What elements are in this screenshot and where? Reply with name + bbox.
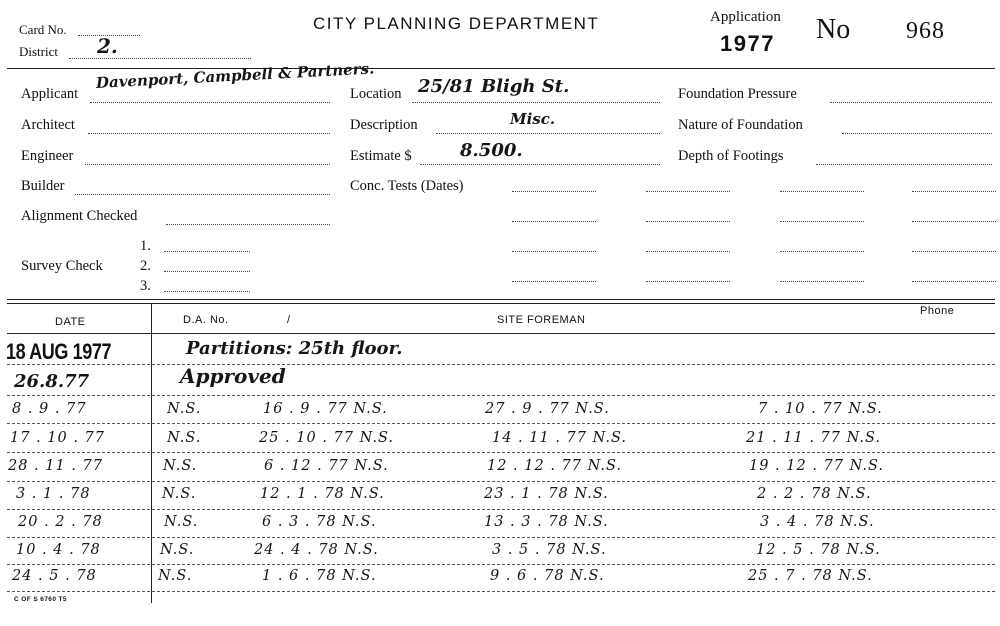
da-no-header: D.A. No. — [183, 314, 229, 326]
foundation-pressure-line — [830, 102, 992, 103]
depth-footings-line — [816, 164, 992, 165]
log-row-date: 26.8.77 — [14, 371, 90, 392]
conc-test-line — [780, 221, 864, 222]
number-symbol-text: No — [816, 14, 851, 45]
row-rule — [7, 564, 995, 565]
row-rule — [7, 452, 995, 453]
district-value: 2. — [97, 34, 118, 58]
row-rule — [7, 591, 995, 592]
log-row-entry: N.S. — [162, 486, 197, 502]
survey-number-3: 3. — [140, 278, 151, 294]
log-row-entry: N.S. — [163, 458, 198, 474]
header-divider — [7, 68, 995, 69]
log-row-date: 17 . 10 . 77 — [10, 430, 106, 446]
survey-line-1 — [164, 251, 250, 252]
log-top-rule — [7, 299, 995, 300]
depth-footings-label: Depth of Footings — [678, 148, 784, 164]
description-line — [436, 133, 660, 134]
survey-line-3 — [164, 291, 250, 292]
log-row-entry: Partitions: 25th floor. — [186, 338, 403, 359]
log-row-entry: 25 . 7 . 78 N.S. — [748, 568, 873, 584]
log-row-entry: 12 . 5 . 78 N.S. — [756, 542, 881, 558]
site-foreman-header: SITE FOREMAN — [497, 314, 586, 326]
log-row-entry: 6 . 3 . 78 N.S. — [262, 514, 377, 530]
estimate-value: 8.500. — [460, 140, 523, 161]
conc-test-line — [912, 251, 996, 252]
form-code: C OF S 6760 T5 — [14, 596, 67, 603]
conc-test-line — [512, 221, 596, 222]
log-row-entry: 3 . 4 . 78 N.S. — [760, 514, 875, 530]
nature-foundation-label: Nature of Foundation — [678, 117, 803, 133]
engineer-label: Engineer — [21, 148, 74, 164]
builder-label: Builder — [21, 178, 65, 194]
log-row-entry: 7 . 10 . 77 N.S. — [758, 401, 883, 417]
alignment-line — [166, 224, 330, 225]
district-line — [69, 58, 251, 59]
description-value: Misc. — [510, 110, 556, 128]
row-rule — [7, 395, 995, 396]
conc-test-line — [646, 281, 730, 282]
log-row-date: 28 . 11 . 77 — [8, 458, 104, 474]
conc-test-line — [512, 251, 596, 252]
location-value: 25/81 Bligh St. — [418, 76, 570, 97]
log-row-entry: 16 . 9 . 77 N.S. — [263, 401, 388, 417]
nature-foundation-line — [842, 133, 992, 134]
log-top-rule-2 — [7, 303, 995, 304]
estimate-label: Estimate $ — [350, 148, 412, 164]
conc-test-line — [646, 221, 730, 222]
log-row-entry: 9 . 6 . 78 N.S. — [490, 568, 605, 584]
log-row-date: 3 . 1 . 78 — [16, 486, 91, 502]
conc-test-line — [780, 281, 864, 282]
log-row-entry: 14 . 11 . 77 N.S. — [492, 430, 628, 446]
foundation-pressure-label: Foundation Pressure — [678, 86, 797, 102]
applicant-value: Davenport, Campbell & Partners. — [95, 59, 375, 92]
log-row-entry: 6 . 12 . 77 N.S. — [264, 458, 389, 474]
conc-tests-label: Conc. Tests (Dates) — [350, 178, 464, 194]
row-rule — [7, 537, 995, 538]
log-row-entry: 12 . 12 . 77 N.S. — [487, 458, 623, 474]
survey-label: Survey Check — [21, 258, 103, 274]
log-row-entry: N.S. — [158, 568, 193, 584]
log-row-entry: 2 . 2 . 78 N.S. — [757, 486, 872, 502]
survey-number-1: 1. — [140, 238, 151, 254]
log-row-date: 24 . 5 . 78 — [12, 568, 97, 584]
conc-test-line — [646, 251, 730, 252]
conc-test-line — [512, 281, 596, 282]
log-row-date: 8 . 9 . 77 — [12, 401, 87, 417]
engineer-line — [85, 164, 330, 165]
log-row-entry: 27 . 9 . 77 N.S. — [485, 401, 610, 417]
description-label: Description — [350, 117, 418, 133]
log-row-entry: N.S. — [167, 430, 202, 446]
log-row-date: 20 . 2 . 78 — [18, 514, 103, 530]
location-line — [412, 102, 660, 103]
log-row-date-stamp: 18 AUG 1977 — [6, 339, 112, 364]
row-rule — [7, 481, 995, 482]
log-row-entry: N.S. — [167, 401, 202, 417]
conc-test-line — [912, 221, 996, 222]
row-rule — [7, 423, 995, 424]
conc-test-line — [780, 251, 864, 252]
log-row-entry: 13 . 3 . 78 N.S. — [484, 514, 609, 530]
survey-number-2: 2. — [140, 258, 151, 274]
date-header: DATE — [55, 316, 86, 328]
card-no-label: Card No. — [19, 22, 67, 37]
application-label: Application — [710, 9, 781, 25]
builder-line — [75, 194, 330, 195]
row-rule — [7, 364, 995, 365]
log-row-entry: 21 . 11 . 77 N.S. — [746, 430, 882, 446]
applicant-label: Applicant — [21, 86, 79, 102]
applicant-line — [90, 102, 330, 103]
number-symbol — [816, 14, 850, 46]
date-column-divider — [151, 303, 152, 603]
log-row-entry: 12 . 1 . 78 N.S. — [260, 486, 385, 502]
phone-header: Phone — [920, 305, 955, 317]
alignment-label: Alignment Checked — [21, 208, 138, 224]
row-rule — [7, 509, 995, 510]
department-title: CITY PLANNING DEPARTMENT — [313, 14, 600, 33]
log-row-entry: 19 . 12 . 77 N.S. — [749, 458, 885, 474]
estimate-line — [420, 164, 660, 165]
log-row-entry: Approved — [180, 364, 286, 388]
log-row-date: 10 . 4 . 78 — [16, 542, 101, 558]
log-row-entry: N.S. — [160, 542, 195, 558]
log-row-entry: 3 . 5 . 78 N.S. — [492, 542, 607, 558]
log-row-entry: 25 . 10 . 77 N.S. — [259, 430, 395, 446]
header-row-rule — [7, 333, 995, 334]
conc-test-line — [512, 191, 596, 192]
application-year: 1977 — [720, 31, 775, 56]
log-row-entry: 1 . 6 . 78 N.S. — [262, 568, 377, 584]
application-number: 968 — [906, 18, 945, 44]
log-row-entry: 24 . 4 . 78 N.S. — [254, 542, 379, 558]
district-label: District — [19, 44, 58, 59]
log-row-entry: 23 . 1 . 78 N.S. — [484, 486, 609, 502]
conc-test-line — [912, 281, 996, 282]
log-row-entry: N.S. — [164, 514, 199, 530]
conc-test-line — [780, 191, 864, 192]
architect-line — [88, 133, 330, 134]
conc-test-line — [912, 191, 996, 192]
da-slash: / — [287, 314, 291, 326]
architect-label: Architect — [21, 117, 75, 133]
survey-line-2 — [164, 271, 250, 272]
conc-test-line — [646, 191, 730, 192]
location-label: Location — [350, 86, 402, 102]
